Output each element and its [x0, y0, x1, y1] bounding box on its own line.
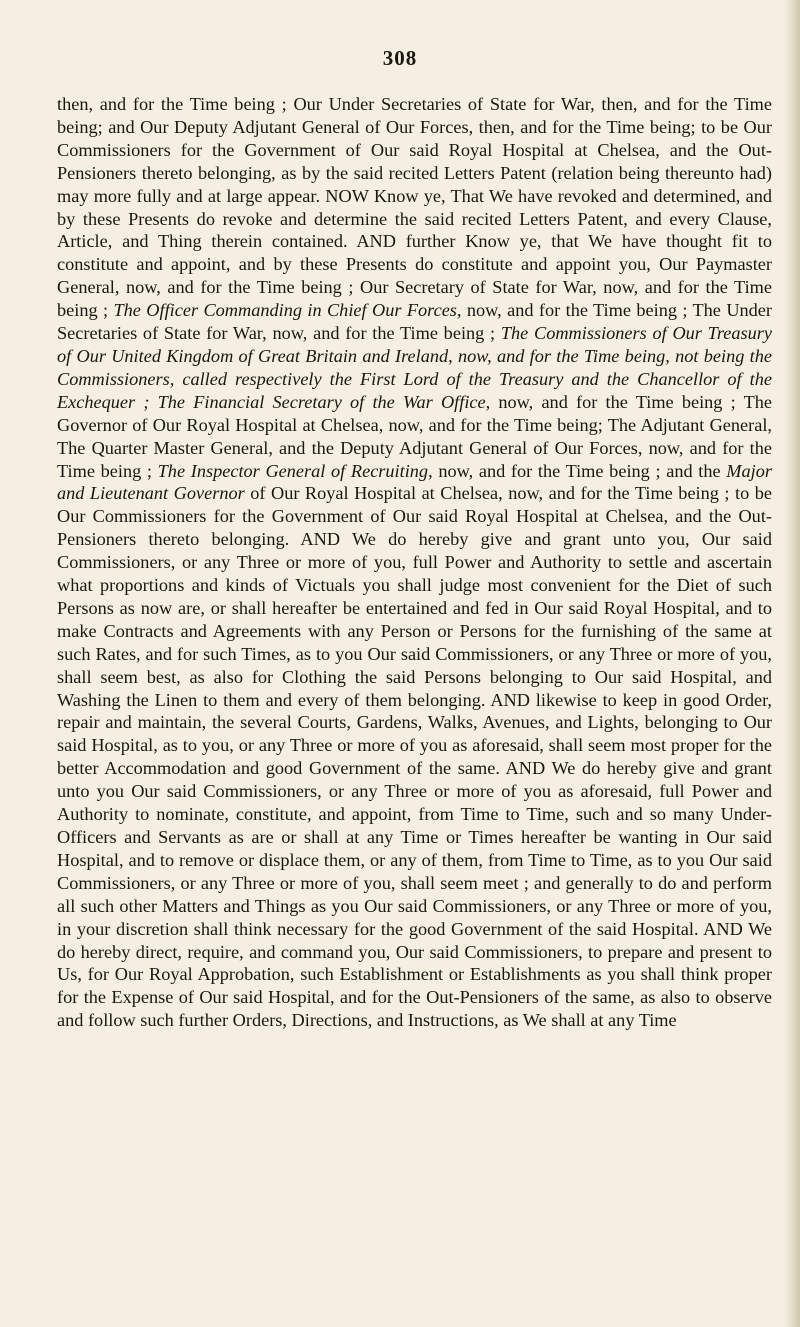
text-segment: then, and for the Time being ; Our Under Secretaries of State for War, then, and for the Time being; and Our Deputy Adjutant General of Our Forces, then, and for the Time being; to be Our Commissioners for the Government of Our said Royal Hospital at Chelsea, and the Out-Pensioners thereto belonging, as by the said recited Letters Patent (relation being thereunto had) may more fully and at large appear. NOW Know ye, That We have revoked and determined, and by these Presents do revoke and determine the said recited Letters Patent, and every Clause, Article, and Thing therein contained. AND further Know ye, that We have thought fit to constitute and appoint, and by these Presents do constitute and appoint you, Our Paymaster General, now, and for the Time being ; Our Secretary of State for War, now, and for the Time being ;	[57, 94, 772, 321]
italic-segment: The Commissioners of Our Treasury of Our United Kingdom of Great Britain and Ireland, now, and for the Time being, not being the Commissioners, called respectively the First Lord of the Treasury and the Chancellor of the Exchequer ; The Financial Secretary of the War Office,	[57, 323, 772, 412]
body-text	[57, 93, 772, 1032]
italic-segment: The Inspector General of Recruiting,	[157, 460, 433, 481]
paragraph	[57, 93, 772, 1032]
page-edge	[784, 0, 800, 1327]
text-segment: of Our Royal Hospital at Chelsea, now, and for the Time being ; to be Our Commissioners for the Government of Our said Royal Hospital at Chelsea, and the Out-Pensioners thereto belonging. AND We do hereby give and grant unto you, Our said Commissioners, or any Three or more of you, full Power and Authority to settle and ascertain what proportions and kinds of Victuals you shall judge most convenient for the Diet of such Persons as now are, or shall hereafter be entertained and fed in Our said Royal Hospital, and to make Contracts and Agreements with any Person or Persons for the furnishing of the same at such Rates, and for such Times, as to you Our said Commissioners, or any Three or more of you, shall seem best, as also for Clothing the said Persons belonging to Our said Hospital, and Washing the Linen to them and every of them belonging. AND likewise to keep in good Order, repair and maintain, the several Courts, Gardens, Walks, Avenues, and Lights, belonging to Our said Hospital, as to you, or any Three or more of you as aforesaid, shall seem most proper for the better Accommodation and good Government of the same. AND We do hereby give and grant unto you Our said Commissioners, or any Three or more of you as aforesaid, full Power and Authority to nominate, constitute, and appoint, from Time to Time, such and so many Under-Officers and Servants as are or shall at any Time or Times hereafter be wanting in Our said Hospital, and to remove or displace them, or any of them, from Time to Time, as to you Our said Commissioners, or any Three or more of you, shall seem meet ; and generally to do and perform all such other Matters and Things as you Our said Commissioners, or any Three or more of you, in your discretion shall think necessary for the good Government of the said Hospital. AND We do hereby direct, require, and command you, Our said Commissioners, to prepare and present to Us, for Our Royal Approbation, such Establishment or Establishments as you shall think proper for the Expense of Our said Hospital, and for the Out-Pensioners of the same, as also to observe and follow such further Orders, Directions, and Instructions, as We shall at any Time	[57, 483, 773, 1031]
text-segment: now, and for the Time being ; The Under Secretaries of State for War, now, and for the Time being ;	[57, 300, 772, 344]
italic-segment: The Officer Commanding in Chief Our Forces,	[113, 300, 462, 321]
text-segment: now, and for the Time being ; The Governor of Our Royal Hospital at Chelsea, now, and for the Time being; The Adjutant General, The Quarter Master General, and the Deputy Adjutant General of Our Forces, now, and for the Time being ;	[57, 391, 772, 481]
italic-segment: Major and Lieutenant Governor	[57, 460, 772, 504]
text-segment: now, and for the Time being ; and the	[432, 460, 727, 481]
page-number: 308	[382, 46, 418, 70]
